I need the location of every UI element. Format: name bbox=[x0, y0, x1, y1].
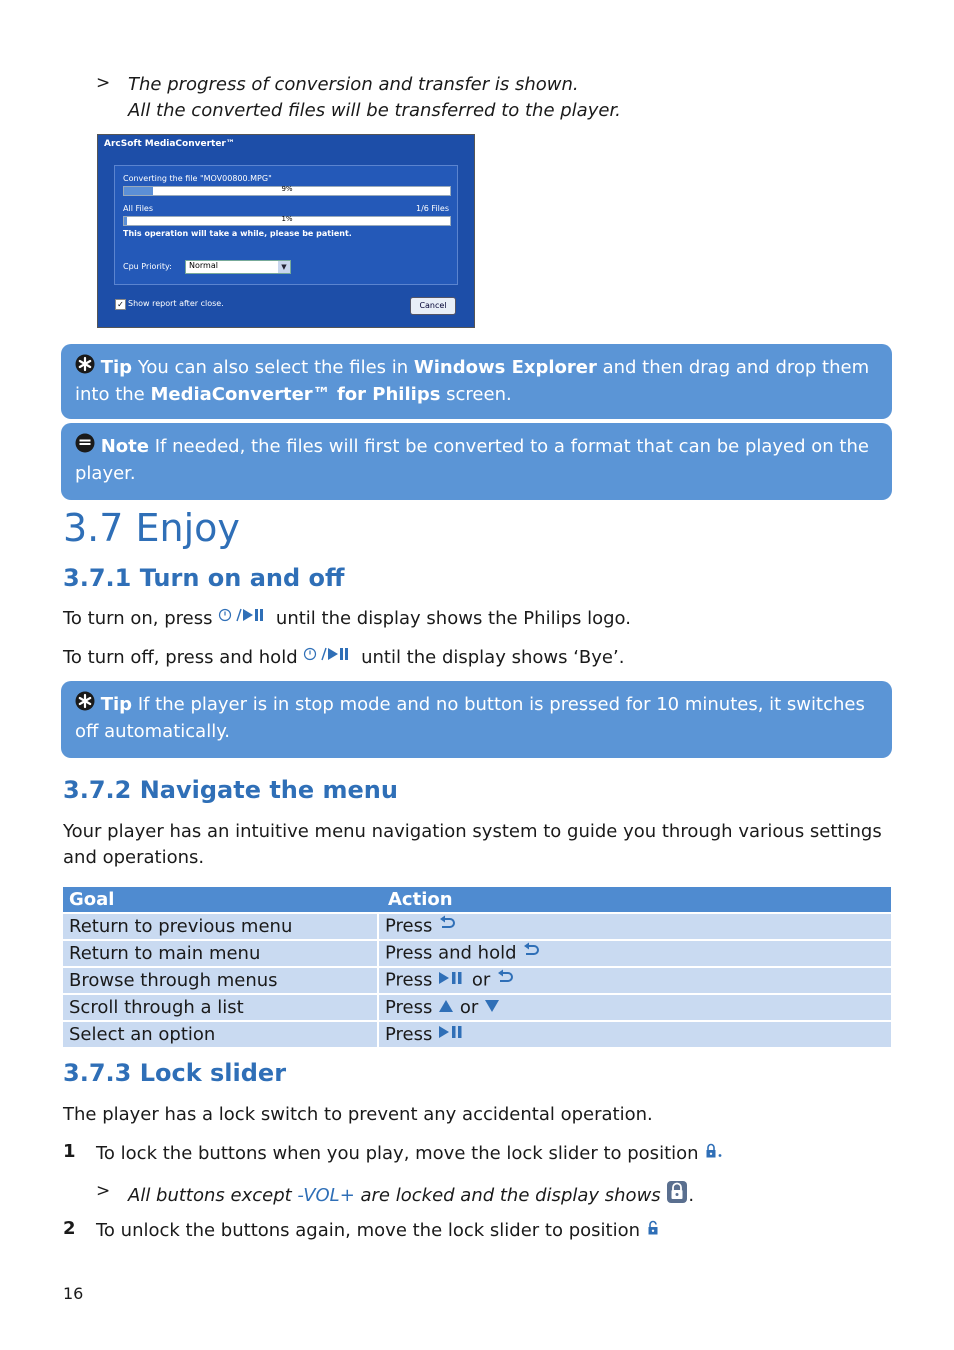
tip-text-a: You can also select the files in bbox=[137, 357, 414, 378]
intro-line-1: The progress of conversion and transfer is shown. bbox=[128, 74, 579, 95]
action-text: Press bbox=[385, 1023, 433, 1045]
action-text: Press and hold bbox=[385, 942, 517, 964]
turn-on-text-b: until the display shows the Philips logo. bbox=[270, 608, 631, 629]
table-row bbox=[63, 967, 891, 994]
action-text: Press bbox=[385, 969, 433, 991]
goal-cell: Browse through menus bbox=[63, 967, 378, 994]
screenshot-panel bbox=[114, 165, 458, 285]
converting-progress-bar bbox=[123, 186, 451, 196]
all-files-percent: 1% bbox=[281, 215, 293, 223]
priority-label: Cpu Priority: bbox=[123, 262, 172, 271]
action-text: Press bbox=[385, 915, 433, 937]
play-pause-icon bbox=[438, 1024, 466, 1045]
table-row bbox=[63, 940, 891, 967]
table-header-row bbox=[63, 887, 891, 913]
tip-callout bbox=[61, 344, 892, 419]
section-title: 3.7 Enjoy bbox=[63, 506, 240, 550]
turn-off-text-b: until the display shows ‘Bye’. bbox=[355, 647, 625, 668]
down-arrow-icon bbox=[484, 997, 500, 1018]
action-cell bbox=[378, 994, 891, 1021]
tip-bold-a: Windows Explorer bbox=[413, 357, 597, 378]
goal-cell: Return to main menu bbox=[63, 940, 378, 967]
back-icon bbox=[438, 915, 456, 938]
turn-on-line bbox=[63, 606, 631, 632]
tip-asterisk-icon bbox=[75, 354, 95, 382]
tip-text-b: and then drag and drop them into the bbox=[75, 357, 870, 405]
tip-label: Tip bbox=[100, 694, 133, 715]
note-icon bbox=[75, 433, 95, 461]
priority-select[interactable] bbox=[185, 260, 291, 274]
turn-on-heading: 3.7.1 Turn on and off bbox=[63, 564, 345, 592]
tip-bold-b: MediaConverter™ for Philips bbox=[150, 384, 441, 405]
step-number: 1 bbox=[63, 1141, 76, 1162]
table-row bbox=[63, 994, 891, 1021]
result-text-b: are locked and the display shows bbox=[354, 1185, 661, 1206]
converting-percent: 9% bbox=[281, 185, 293, 193]
vol-button-label: -VOL+ bbox=[297, 1185, 355, 1206]
step-1 bbox=[96, 1141, 726, 1167]
result-marker: > bbox=[96, 1181, 111, 1201]
table-row bbox=[63, 913, 891, 940]
play-pause-icon bbox=[438, 970, 466, 991]
goal-column-header: Goal bbox=[63, 887, 378, 913]
lock-icon bbox=[704, 1141, 726, 1167]
action-cell bbox=[378, 940, 891, 967]
navigate-intro: Your player has an intuitive menu navigation system to guide you through various settings and operations. bbox=[63, 821, 882, 868]
mediaconverter-screenshot bbox=[97, 134, 475, 328]
step-2 bbox=[96, 1218, 662, 1244]
result-text-a: All buttons except bbox=[128, 1185, 298, 1206]
back-icon bbox=[522, 942, 540, 965]
lock-heading: 3.7.3 Lock slider bbox=[63, 1059, 287, 1087]
action-cell bbox=[378, 913, 891, 940]
display-lock-icon bbox=[666, 1180, 688, 1212]
show-report-checkbox[interactable]: ✓ bbox=[115, 299, 126, 310]
navigation-table bbox=[63, 887, 891, 1047]
or-text: or bbox=[459, 996, 479, 1018]
tip-label: Tip bbox=[100, 357, 133, 378]
step-1-result: All buttons except -VOL+ are locked and the display shows . bbox=[128, 1180, 694, 1212]
step-number: 2 bbox=[63, 1218, 76, 1239]
result-marker: > bbox=[96, 73, 111, 93]
note-callout bbox=[61, 423, 892, 500]
tip-text: If the player is in stop mode and no button is pressed for 10 minutes, it switches off automatically. bbox=[75, 694, 865, 742]
note-label: Note bbox=[100, 436, 149, 457]
action-cell bbox=[378, 967, 891, 994]
back-icon bbox=[496, 969, 514, 992]
screenshot-title: ArcSoft MediaConverter™ bbox=[104, 139, 235, 149]
tip-text-c: screen. bbox=[440, 384, 512, 405]
patience-text: This operation will take a while, please be patient. bbox=[123, 229, 352, 238]
unlock-icon bbox=[646, 1218, 662, 1244]
step-1-text: To lock the buttons when you play, move the lock slider to position bbox=[96, 1143, 699, 1164]
tip-asterisk-icon bbox=[75, 691, 95, 719]
lock-intro: The player has a lock switch to prevent any accidental operation. bbox=[63, 1104, 653, 1125]
note-text: If needed, the files will first be converted to a format that can be played on the player. bbox=[75, 436, 869, 484]
turn-on-text-a: To turn on, press bbox=[63, 608, 219, 629]
turn-off-line bbox=[63, 645, 624, 671]
cancel-button[interactable]: Cancel bbox=[410, 297, 456, 315]
tip-callout-2 bbox=[61, 681, 892, 758]
show-report-label: Show report after close. bbox=[128, 299, 224, 308]
all-files-label: All Files bbox=[123, 204, 154, 213]
step-2-text: To unlock the buttons again, move the lock slider to position bbox=[96, 1220, 641, 1241]
power-play-pause-icon bbox=[218, 606, 270, 632]
action-cell bbox=[378, 1021, 891, 1047]
intro-line-2: All the converted files will be transferred to the player. bbox=[128, 100, 621, 121]
power-play-pause-icon bbox=[303, 645, 355, 671]
goal-cell: Scroll through a list bbox=[63, 994, 378, 1021]
intro-text bbox=[128, 72, 621, 124]
table-row bbox=[63, 1021, 891, 1047]
all-files-count: 1/6 Files bbox=[416, 204, 449, 213]
all-files-progress-bar bbox=[123, 216, 451, 226]
navigate-heading: 3.7.2 Navigate the menu bbox=[63, 776, 398, 804]
page-number: 16 bbox=[63, 1284, 84, 1303]
action-text: Press bbox=[385, 996, 433, 1018]
goal-cell: Return to previous menu bbox=[63, 913, 378, 940]
action-column-header: Action bbox=[378, 887, 891, 913]
goal-cell: Select an option bbox=[63, 1021, 378, 1047]
turn-off-text-a: To turn off, press and hold bbox=[63, 647, 304, 668]
or-text: or bbox=[471, 969, 491, 991]
converting-label: Converting the file "MOV00800.MPG" bbox=[123, 174, 272, 183]
up-arrow-icon bbox=[438, 997, 454, 1018]
priority-value: Normal bbox=[189, 261, 218, 270]
chevron-down-icon[interactable]: ▼ bbox=[278, 261, 290, 273]
